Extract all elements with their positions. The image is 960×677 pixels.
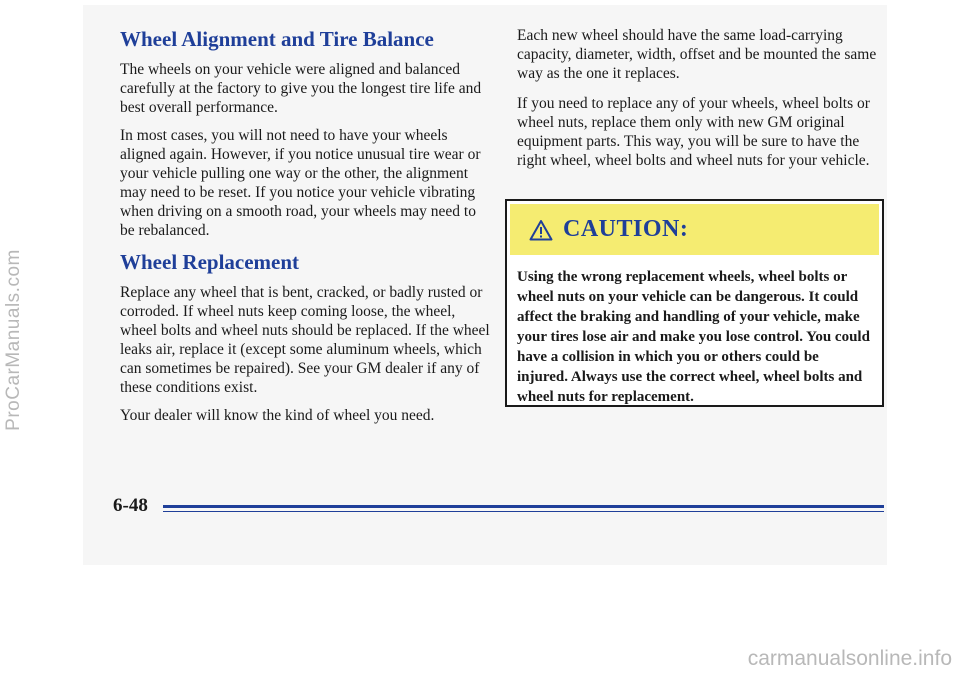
footer-rule-thick [163, 505, 884, 508]
heading-wheel-alignment: Wheel Alignment and Tire Balance [120, 27, 434, 51]
right-column [517, 26, 887, 170]
caution-box [505, 199, 884, 407]
paragraph-new-wheel-specs: Each new wheel should have the same load-carrying capacity, diameter, width, offset and be mounted the same way as the one it replaces. [517, 27, 877, 82]
paragraph-dealer-note: Your dealer will know the kind of wheel you need. [120, 407, 435, 424]
caution-text: Using the wrong replacement wheels, wheel bolts or wheel nuts on your vehicle can be dangerous. It could affect the braking and handling of your vehicle, make your tires lose air and make you lose control. You could have a collision in which you or others could be injured. Always use the correct wheel, wheel bolts and wheel nuts for replacement. [517, 269, 870, 405]
side-watermark-text: ProCarManuals.com [3, 249, 25, 431]
paragraph-replacement-conditions: Replace any wheel that is bent, cracked, or badly rusted or corroded. If wheel nuts keep coming loose, the wheel, wheel bolts and wheel nuts should be replaced. If the wheel leaks air, replace it (except some aluminum wheels, which can sometimes be repaired). See your GM dealer if any of these conditions exist. [120, 284, 490, 396]
caution-title: CAUTION: [563, 216, 689, 242]
paragraph-alignment-intro: The wheels on your vehicle were aligned and balanced carefully at the factory to give you the longest tire life and best overall performance. [120, 61, 482, 116]
side-watermark [2, 130, 26, 550]
caution-header [510, 204, 879, 255]
paragraph-alignment-details: In most cases, you will not need to have your wheels aligned again. However, if you notice unusual tire wear or your vehicle pulling one way or the other, the alignment may need to be reset. If you notice your vehicle vibrating when driving on a smooth road, your wheels may need to be rebalanced. [120, 127, 481, 239]
bottom-watermark: carmanualsonline.info [747, 647, 952, 670]
heading-wheel-replacement: Wheel Replacement [120, 250, 300, 274]
left-column [120, 26, 490, 425]
warning-triangle-icon [529, 219, 553, 241]
page-number: 6-48 [113, 495, 148, 516]
paragraph-gm-parts: If you need to replace any of your wheels, wheel bolts or wheel nuts, replace them only with new GM original equipment parts. This way, you will be sure to have the right wheel, wheel bolts and wheel nuts for your vehicle. [517, 95, 870, 169]
footer-rule-thin [163, 511, 884, 512]
